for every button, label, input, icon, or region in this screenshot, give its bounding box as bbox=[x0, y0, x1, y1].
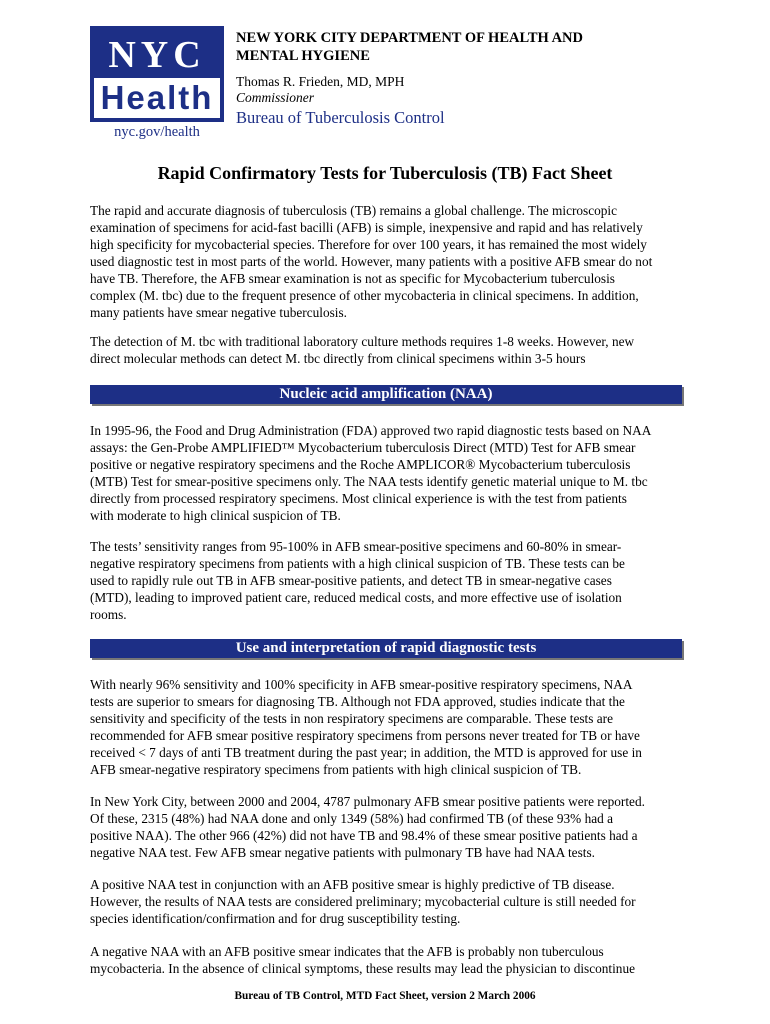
section-heading-use: Use and interpretation of rapid diagnostic tests bbox=[90, 639, 682, 658]
page-footer: Bureau of TB Control, MTD Fact Sheet, version 2 March 2006 bbox=[234, 990, 536, 1002]
letterhead bbox=[236, 29, 656, 128]
commissioner-title: Commissioner bbox=[236, 90, 315, 105]
intro-paragraph-1: The rapid and accurate diagnosis of tuberculosis (TB) remains a global challenge. The microscopic examination of specimens for acid-fast bacilli (AFB) is simple, inexpensive and rapid and has relatively high specificity for mycobacterial species. Therefore for over 100 years, it has remained the most widely used diagnostic test in most parts of the world. However, many patients with a positive AFB smear do not have TB. Therefore, the AFB smear examination is not as specific for Mycobacterium tuberculosis complex (M. tbc) due to the frequent presence of other mycobacteria in clinical specimens. In addition, many patients have smear negative tuberculosis. bbox=[90, 203, 653, 320]
use-paragraph-1: With nearly 96% sensitivity and 100% specificity in AFB smear-positive respiratory specimens, NAA tests are superior to smears for diagnosing TB. Although not FDA approved, studies indicate that the sensitivity and specificity of the tests in non respiratory specimens are comparable. These tests are recommended for AFB smear positive respiratory specimens from persons never treated for TB or have received < 7 days of anti TB treatment during the past year; in addition, the MTD is approved for use in AFB smear-negative respiratory specimens from patients with high clinical suspicion of TB. bbox=[90, 677, 642, 777]
page-title: Rapid Confirmatory Tests for Tuberculosis (TB) Fact Sheet bbox=[157, 163, 613, 183]
logo-nyc-text: NYC bbox=[108, 34, 206, 76]
bureau-name: Bureau of Tuberculosis Control bbox=[236, 108, 445, 127]
use-paragraph-2: In New York City, between 2000 and 2004, 4787 pulmonary AFB smear positive patients were reported. Of these, 2315 (48%) had NAA done and only 1349 (58%) had confirmed TB (of these 93% had a positive NAA). The other 966 (42%) did not have TB and 98.4% of these smear positive patients had a negative NAA test. Few AFB smear negative patients with pulmonary TB have had NAA tests. bbox=[90, 794, 645, 860]
use-paragraph-4: A negative NAA with an AFB positive smear indicates that the AFB is probably non tuberculous mycobacteria. In the absence of clinical symptoms, these results may lead the physician to discontinue bbox=[90, 944, 636, 976]
department-name: NEW YORK CITY DEPARTMENT OF HEALTH AND MENTAL HYGIENE bbox=[236, 30, 584, 64]
logo-url: nyc.gov/health bbox=[114, 124, 200, 140]
naa-paragraph-2: The tests’ sensitivity ranges from 95-100% in AFB smear-positive specimens and 60-80% in smear- negative respiratory specimens from patients with a high clinical suspicion of TB. These tests can be used to rapidly rule out TB in AFB smear-positive patients, and detect TB in smear-negative cases (MTD), leading to improved patient care, reduced medical costs, and more effective use of isolation rooms. bbox=[90, 539, 625, 622]
commissioner-name: Thomas R. Frieden, MD, MPH bbox=[236, 74, 405, 89]
logo-health-text: Health bbox=[94, 78, 220, 118]
nyc-health-logo bbox=[90, 26, 224, 122]
intro-paragraph-2: The detection of M. tbc with traditional laboratory culture methods requires 1-8 weeks. However, new direct molecular methods can detect M. tbc directly from clinical specimens within 3-5 hours bbox=[90, 334, 635, 366]
use-paragraph-3: A positive NAA test in conjunction with an AFB positive smear is highly predictive of TB disease. However, the results of NAA tests are considered preliminary; mycobacterial culture is still needed for species identification/confirmation and for drug susceptibility testing. bbox=[90, 877, 636, 926]
section-heading-naa: Nucleic acid amplification (NAA) bbox=[90, 385, 682, 404]
naa-paragraph-1: In 1995-96, the Food and Drug Administration (FDA) approved two rapid diagnostic tests based on NAA assays: the Gen-Probe AMPLIFIED™ Mycobacterium tuberculosis Direct (MTD) Test for AFB smear positive or negative respiratory specimens and the Roche AMPLICOR® Mycobacterium tuberculosis (MTB) Test for smear-positive specimens only. The NAA tests identify genetic material unique to M. tbc directly from processed respiratory specimens. Most clinical experience is with the test from patients with moderate to high clinical suspicion of TB. bbox=[90, 423, 652, 523]
